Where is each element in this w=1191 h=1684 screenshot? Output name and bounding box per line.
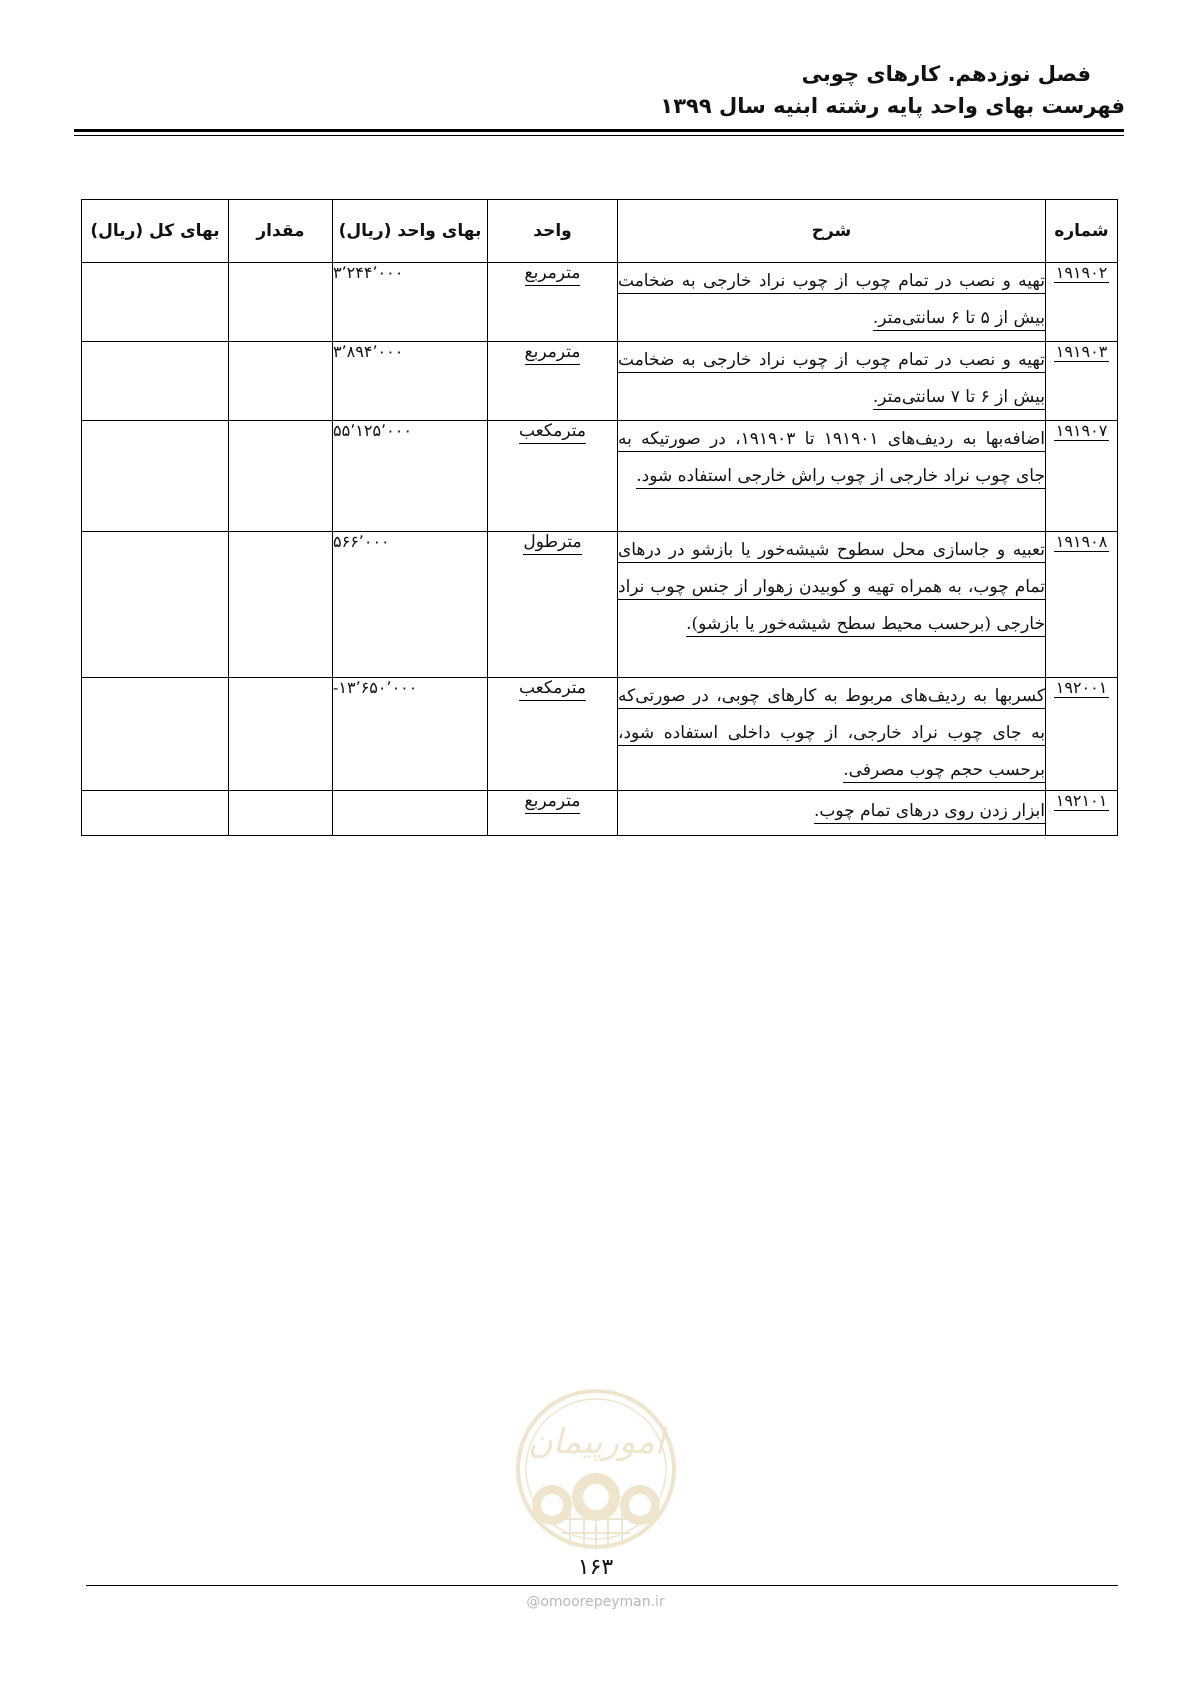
table-row [82, 263, 1118, 342]
item-unit: مترمکعب [519, 678, 586, 701]
item-description: تعبیه و جاسازی محل سطوح شیشه‌خور یا بازشو در درهای تمام چوب، به همراه تهیه و کوبیدن زهوار از جنس چوب نراد خارجی (برحسب محیط سطح شیشه‌خور یا بازشو). [618, 540, 1045, 637]
quantity-cell [229, 263, 333, 342]
item-number: ۱۹۱۹۰۸ [1055, 532, 1108, 551]
item-number-cell [1046, 532, 1118, 678]
item-number: ۱۹۱۹۰۲ [1055, 263, 1108, 282]
unit-cell [488, 342, 618, 421]
unit-cell [488, 791, 618, 836]
quantity-cell [229, 678, 333, 791]
total-price-cell [82, 791, 229, 836]
header-total-price: بهای کل (ریال) [82, 200, 229, 263]
description-cell [618, 421, 1046, 532]
price-list-table [81, 199, 1118, 836]
table-row [82, 791, 1118, 836]
item-number-cell [1046, 263, 1118, 342]
item-description: اضافه‌بها به ردیف‌های ۱۹۱۹۰۱ تا ۱۹۱۹۰۳، در صورتیکه به جای چوب نراد خارجی از چوب راش خارجی استفاده شود. [618, 429, 1045, 489]
unit-price-cell: ۵۵٬۱۲۵٬۰۰۰ [333, 421, 488, 532]
header-unit: واحد [488, 200, 618, 263]
description-cell [618, 791, 1046, 836]
header-rule-thin [74, 135, 1124, 136]
item-number-cell [1046, 421, 1118, 532]
header-description: شرح [618, 200, 1046, 263]
unit-price-cell [333, 791, 488, 836]
watermark-text: امورپیمان [527, 1422, 665, 1462]
unit-price-cell: -۱۳٬۶۵۰٬۰۰۰ [333, 678, 488, 791]
item-description: تهیه و نصب در تمام چوب از چوب نراد خارجی به ضخامت بیش از ۵ تا ۶ سانتی‌متر. [618, 271, 1045, 331]
item-description: کسربها به ردیف‌های مربوط به کارهای چوبی، در صورتی‌که به جای چوب نراد خارجی، از چوب داخلی استفاده شود، برحسب حجم چوب مصرفی. [618, 686, 1045, 783]
unit-cell [488, 532, 618, 678]
header-unit-price: بهای واحد (ریال) [333, 200, 488, 263]
quantity-cell [229, 342, 333, 421]
total-price-cell [82, 342, 229, 421]
description-cell [618, 532, 1046, 678]
quantity-cell [229, 791, 333, 836]
unit-price-cell: ۳٬۸۹۴٬۰۰۰ [333, 342, 488, 421]
unit-cell [488, 263, 618, 342]
unit-price-cell: ۳٬۲۴۴٬۰۰۰ [333, 263, 488, 342]
total-price-cell [82, 263, 229, 342]
header-rule-thick [74, 129, 1124, 132]
item-number-cell [1046, 791, 1118, 836]
item-description: ابزار زدن روی درهای تمام چوب. [814, 801, 1045, 824]
header-number: شماره [1046, 200, 1118, 263]
table-row [82, 342, 1118, 421]
chapter-title: فصل نوزدهم. کارهای چوبی [801, 62, 1091, 86]
item-number: ۱۹۱۹۰۳ [1055, 342, 1108, 361]
website-watermark: @omoorepeyman.ir [526, 1594, 665, 1610]
unit-cell [488, 421, 618, 532]
page-header [660, 58, 1125, 122]
unit-cell [488, 678, 618, 791]
item-unit: مترمربع [525, 263, 581, 286]
item-number: ۱۹۲۰۰۱ [1055, 678, 1108, 697]
total-price-cell [82, 421, 229, 532]
description-cell [618, 263, 1046, 342]
unit-price-cell: ۵۶۶٬۰۰۰ [333, 532, 488, 678]
item-unit: مترمکعب [519, 421, 586, 444]
table-row [82, 678, 1118, 791]
footer-rule [86, 1585, 1118, 1586]
header-quantity: مقدار [229, 200, 333, 263]
quantity-cell [229, 532, 333, 678]
table-header-row [82, 200, 1118, 263]
item-number: ۱۹۱۹۰۷ [1055, 421, 1108, 440]
item-description: تهیه و نصب در تمام چوب از چوب نراد خارجی به ضخامت بیش از ۶ تا ۷ سانتی‌متر. [618, 350, 1045, 410]
document-title: فهرست بهای واحد پایه رشته ابنیه سال ۱۳۹۹ [660, 94, 1125, 118]
item-unit: مترمربع [525, 342, 581, 365]
total-price-cell [82, 678, 229, 791]
table-row [82, 532, 1118, 678]
total-price-cell [82, 532, 229, 678]
item-number: ۱۹۲۱۰۱ [1055, 791, 1108, 810]
description-cell [618, 678, 1046, 791]
page-number: ۱۶۳ [577, 1555, 614, 1580]
item-number-cell [1046, 678, 1118, 791]
item-unit: مترطول [523, 532, 581, 555]
item-unit: مترمربع [525, 791, 581, 814]
description-cell [618, 342, 1046, 421]
table-row [82, 421, 1118, 532]
watermark-logo-icon [506, 1387, 686, 1567]
item-number-cell [1046, 342, 1118, 421]
quantity-cell [229, 421, 333, 532]
